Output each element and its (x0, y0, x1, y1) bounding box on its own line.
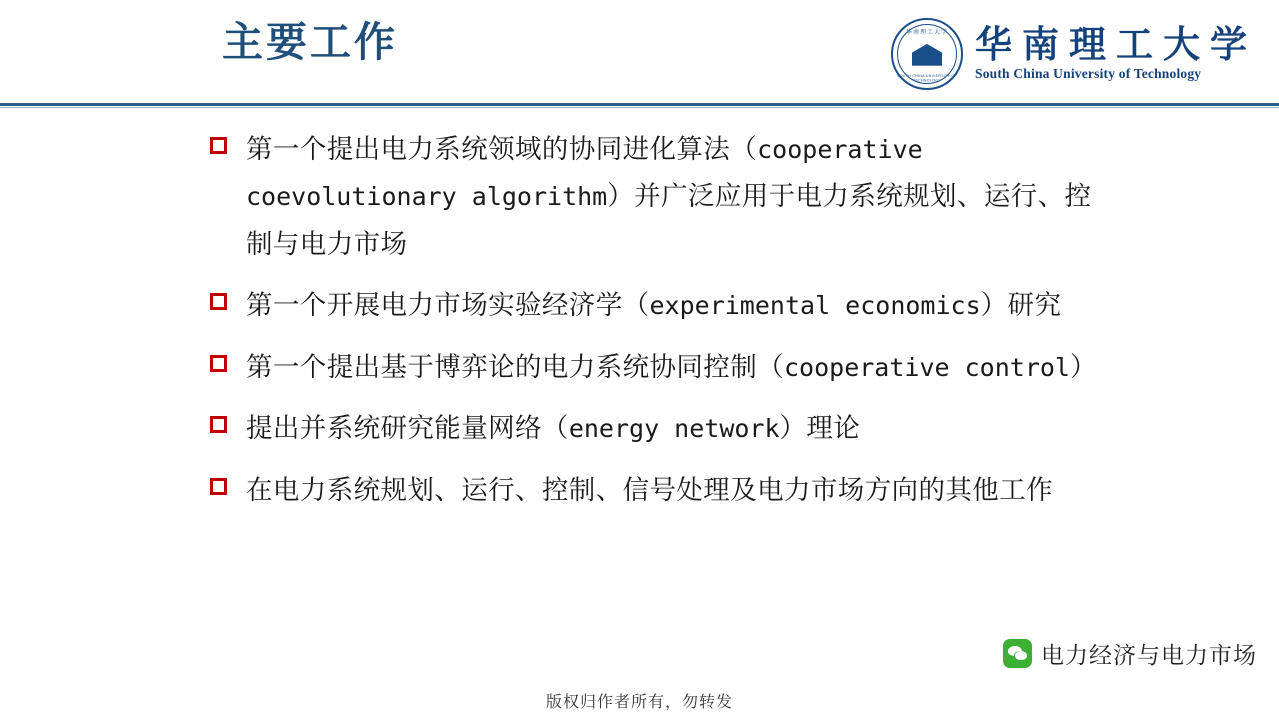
text-segment-mono: cooperative control (784, 352, 1070, 382)
text-segment: 第一个提出基于博弈论的电力系统协同控制（ (246, 351, 784, 383)
bullet-square-icon (210, 416, 227, 433)
list-item (210, 405, 1110, 452)
text-segment: ）理论 (779, 413, 861, 445)
bullet-square-icon (210, 355, 227, 372)
text-segment: 第一个提出电力系统领域的协同进化算法（ (246, 134, 758, 165)
list-item-text (246, 126, 1110, 268)
header-divider (0, 103, 1279, 106)
text-segment: ）并广泛应用于电力系统规划、运行、控制与电力市场 (246, 181, 1092, 260)
wechat-icon (1003, 639, 1032, 668)
seal-top-text: 华南理工大学 (905, 30, 948, 36)
text-segment-mono: experimental economics (649, 291, 981, 321)
slide-header (0, 0, 1279, 104)
text-segment: ）研究 (980, 290, 1062, 322)
header-divider-thin (0, 107, 1279, 108)
text-segment-mono: energy network (568, 414, 780, 444)
university-seal-icon (891, 18, 963, 90)
wechat-account-name: 电力经济与电力市场 (1041, 643, 1257, 669)
text-segment: 在电力系统规划、运行、控制、信号处理及电力市场方向的其他工作 (246, 474, 1053, 506)
list-item-text (246, 282, 1061, 329)
wechat-credit (1003, 637, 1257, 670)
list-item-text (246, 405, 860, 452)
list-item-text (246, 344, 1097, 391)
text-segment: ） (1069, 351, 1097, 383)
copyright-note: 版权归作者所有，勿转发 (545, 692, 733, 711)
bullet-list (210, 126, 1110, 528)
bullet-square-icon (210, 137, 227, 154)
list-item-text (246, 467, 1053, 514)
list-item (210, 467, 1110, 514)
logo-name-en: South China University of Technology (975, 66, 1202, 82)
text-segment: 提出并系统研究能量网络（ (246, 413, 569, 445)
logo-wordmark (975, 22, 1257, 83)
logo-name-cn: 华南理工大学 (975, 22, 1257, 66)
seal-bottom-text: SOUTH CHINA UNIVERSITY OF TECHNOLOGY (897, 73, 957, 83)
list-item (210, 344, 1110, 391)
text-segment: 第一个开展电力市场实验经济学（ (246, 290, 650, 322)
text-segment-mono: cooperative coevolutionary algorithm (246, 135, 923, 212)
bullet-square-icon (210, 478, 227, 495)
list-item (210, 282, 1110, 329)
bullet-square-icon (210, 293, 227, 310)
page-title: 主要工作 (222, 18, 398, 66)
seal-building-icon (912, 44, 942, 66)
university-logo (891, 18, 1257, 90)
list-item (210, 126, 1110, 268)
